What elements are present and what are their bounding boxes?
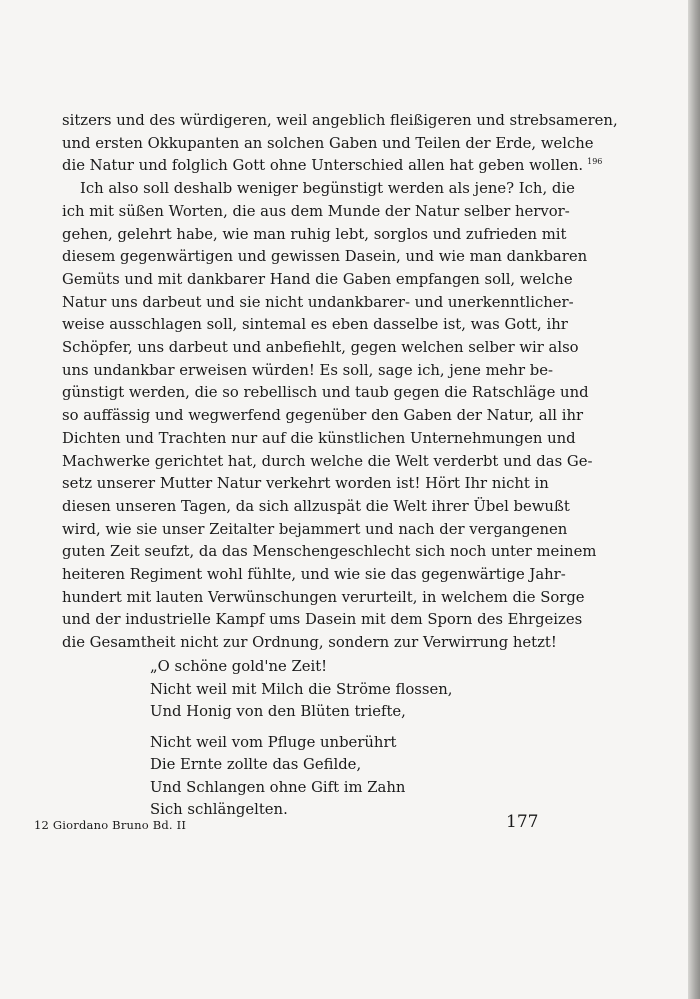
text-line: hundert mit lauten Verwünschungen verurteilt, in welchem die Sorge	[62, 588, 585, 606]
verse-line: Nicht weil mit Milch die Ströme flossen,	[150, 680, 453, 698]
text-line-content: die Natur und folglich Gott ohne Unterschied allen hat geben wollen.	[62, 157, 584, 175]
verse-line: Nicht weil vom Pfluge unberührt	[150, 733, 397, 751]
text-line: sitzers und des würdigeren, weil angeblich fleißigeren und strebsameren,	[62, 112, 618, 129]
text-line: weise ausschlagen soll, sintemal es eben dasselbe ist, was Gott, ihr	[62, 316, 568, 334]
text-line: günstigt werden, die so rebellisch und taub gegen die Ratschläge und	[62, 384, 589, 402]
stanza-gap	[150, 724, 550, 732]
verse-line: Und Schlangen ohne Gift im Zahn	[150, 778, 406, 796]
text-line: Natur uns darbeut und sie nicht undankbarer- und unerkenntlicher-	[62, 293, 574, 311]
text-line: die Gesamtheit nicht zur Ordnung, sondern zur Verwirrung hetzt!	[62, 634, 557, 652]
body-text	[62, 110, 618, 655]
verse-line: Die Ernte zollte das Gefilde,	[150, 756, 362, 773]
text-line: guten Zeit seufzt, da das Menschengeschlecht sich noch unter meinem	[62, 543, 597, 561]
text-line: Gemüts und mit dankbarer Hand die Gaben empfangen soll, welche	[62, 270, 573, 288]
text-line: uns undankbar erweisen würden! Es soll, sage ich, jene mehr be-	[62, 361, 553, 379]
footnote-reference: 196	[587, 157, 603, 167]
text-line: heiteren Regiment wohl fühlte, und wie sie das gegenwärtige Jahr-	[62, 566, 566, 584]
page-number: 177	[506, 812, 539, 832]
text-line: diesen unseren Tagen, da sich allzuspät die Welt ihrer Übel bewußt	[62, 497, 570, 515]
text-line: diesem gegenwärtigen und gewissen Dasein, und wie man dankbaren	[62, 248, 588, 266]
text-line: so auffässig und wegwerfend gegenüber den Gaben der Natur, all ihr	[62, 407, 584, 425]
text-line: Dichten und Trachten nur auf die künstlichen Unternehmungen und	[62, 429, 576, 447]
text-line: wird, wie sie unser Zeitalter bejammert und nach der vergangenen	[62, 520, 568, 538]
text-line: und der industrielle Kampf ums Dasein mit dem Sporn des Ehrgeizes	[62, 611, 583, 629]
text-line: setz unserer Mutter Natur verkehrt worden ist! Hört Ihr nicht in	[62, 475, 549, 493]
verse-line: Sich schlängelten.	[150, 801, 288, 818]
text-line: Ich also soll deshalb weniger begünstigt werden als jene? Ich, die	[80, 180, 575, 198]
page-edge-shadow	[688, 0, 700, 999]
text-line: Schöpfer, uns darbeut und anbefiehlt, gegen welchen selber wir also	[62, 339, 579, 357]
signature-mark: 12 Giordano Bruno Bd. II	[34, 818, 187, 832]
verse-line: „O schöne gold'ne Zeit!	[150, 658, 328, 675]
text-line	[62, 155, 603, 178]
text-line: ich mit süßen Worten, die aus dem Munde der Natur selber hervor-	[62, 202, 570, 220]
verse-line: Und Honig von den Blüten triefte,	[150, 703, 406, 720]
text-line: und ersten Okkupanten an solchen Gaben und Teilen der Erde, welche	[62, 134, 594, 152]
text-line: Machwerke gerichtet hat, durch welche die Welt verderbt und das Ge-	[62, 452, 593, 470]
text-line: gehen, gelehrt habe, wie man ruhig lebt, sorglos und zufrieden mit	[62, 225, 567, 243]
verse-quote	[150, 656, 550, 822]
